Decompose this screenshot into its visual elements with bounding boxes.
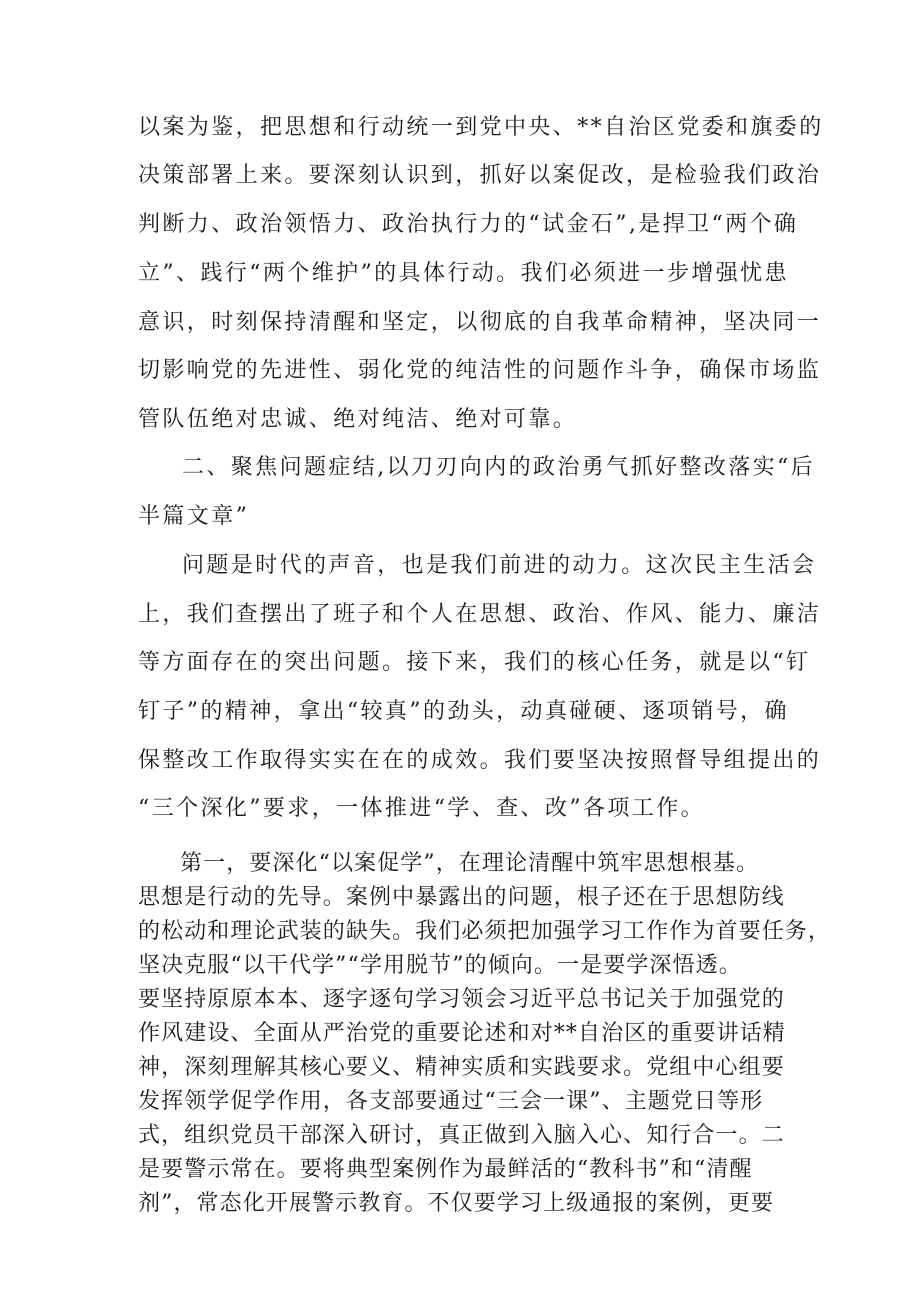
text-line: 的松动和理论武装的缺失。我们必须把加强学习工作作为首要任务， xyxy=(138,919,832,944)
text-line: 剂”，常态化开展警示教育。不仅要学习上级通报的案例，更要 xyxy=(138,1191,775,1216)
heading-line: 二、聚焦问题症结,以刀刃向内的政治勇气抓好整改落实“后 xyxy=(182,455,816,480)
text-line: 作风建设、全面从严治党的重要论述和对**自治区的重要讲话精 xyxy=(138,1021,786,1046)
text-line: “三个深化”要求，一体推进“学、查、改”各项工作。 xyxy=(138,796,705,821)
text-line: 第一，要深化“以案促学”，在理论清醒中筑牢思想根基。 xyxy=(180,851,760,876)
heading-line: 半篇文章” xyxy=(138,504,250,529)
text-line: 上，我们查摆出了班子和个人在思想、政治、作风、能力、廉洁 xyxy=(138,602,822,627)
text-line: 保整改工作取得实实在在的成效。我们要坚决按照督导组提出的 xyxy=(138,748,822,773)
text-line: 坚决克服“以干代学”“学用脱节”的倾向。一是要学深悟透。 xyxy=(138,953,742,978)
text-line: 思想是行动的先导。案例中暴露出的问题，根子还在于思想防线 xyxy=(138,885,785,910)
text-line: 式，组织党员干部深入研讨，真正做到入脑入心、知行合一。二 xyxy=(138,1123,785,1148)
text-line: 要坚持原原本本、逐字逐句学习领会习近平总书记关于加强党的 xyxy=(138,987,785,1012)
text-line: 切影响党的先进性、弱化党的纯洁性的问题作斗争，确保市场监 xyxy=(138,358,822,383)
text-line: 神，深刻理解其核心要义、精神实质和实践要求。党组中心组要 xyxy=(138,1055,785,1080)
text-line: 钉子”的精神，拿出“较真”的劲头，动真碰硬、逐项销号，确 xyxy=(138,699,789,724)
text-line: 意识，时刻保持清醒和坚定，以彻底的自我革命精神，坚决同一 xyxy=(138,310,822,335)
text-line: 管队伍绝对忠诚、绝对纯洁、绝对可靠。 xyxy=(138,407,578,432)
text-line: 是要警示常在。要将典型案例作为最鲜活的“教科书”和“清醒 xyxy=(138,1157,753,1182)
text-line: 立”、践行“两个维护”的具体行动。我们必须进一步增强忧患 xyxy=(138,261,789,286)
text-line: 问题是时代的声音，也是我们前进的动力。这次民主生活会 xyxy=(182,553,817,578)
text-line: 以案为鉴，把思想和行动统一到党中央、**自治区党委和旗委的 xyxy=(138,115,824,140)
text-line: 决策部署上来。要深刻认识到，抓好以案促改，是检验我们政治 xyxy=(138,163,822,188)
text-line: 判断力、政治领悟力、政治执行力的“试金石”,是捍卫“两个确 xyxy=(138,212,799,237)
text-line: 等方面存在的突出问题。接下来，我们的核心任务，就是以“钉 xyxy=(138,650,811,675)
text-line: 发挥领学促学作用，各支部要通过“三会一课”、主题党日等形 xyxy=(138,1089,764,1114)
